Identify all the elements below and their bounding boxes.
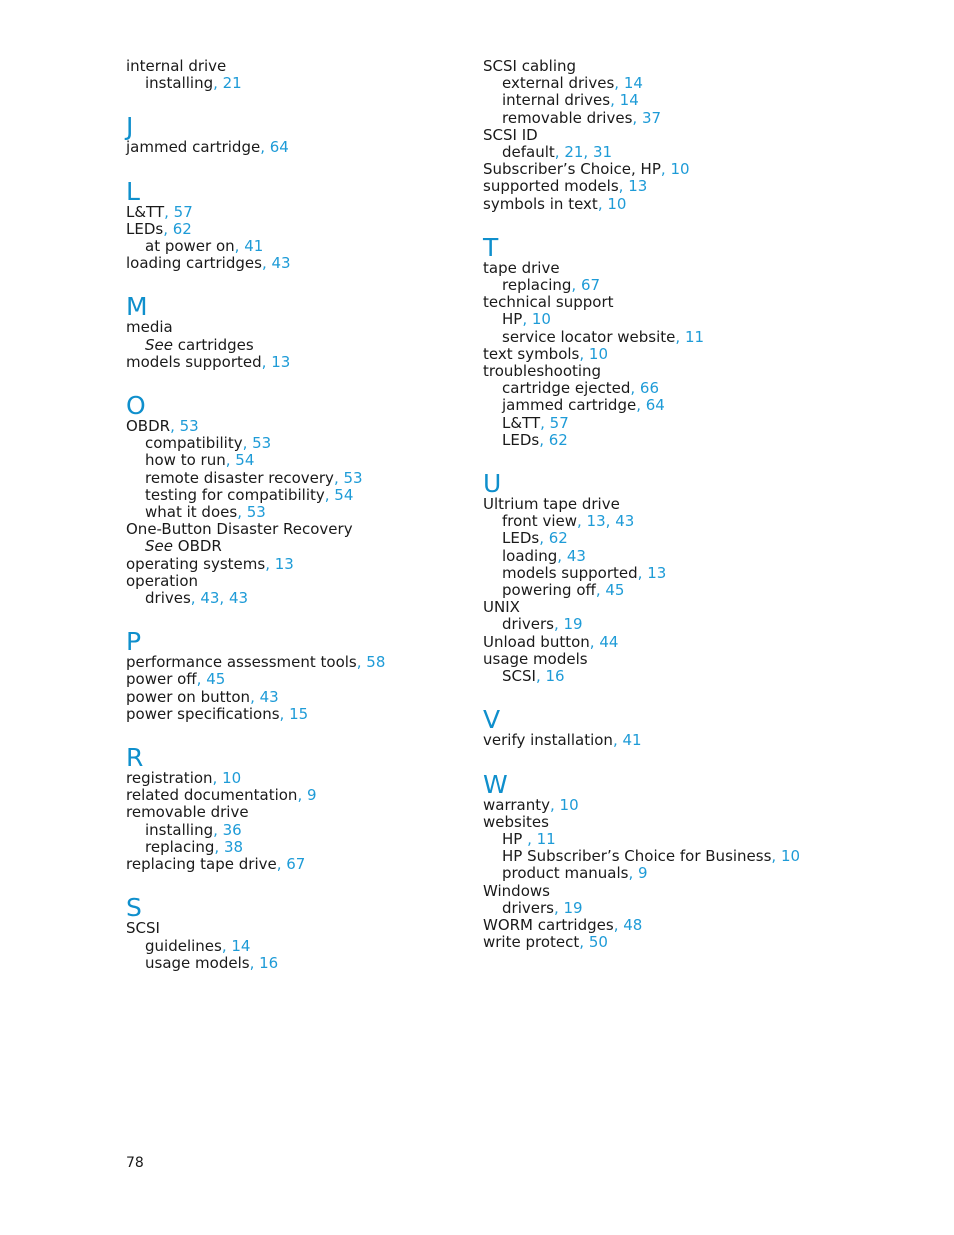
page-separator: , bbox=[540, 413, 550, 432]
index-subentry bbox=[483, 397, 823, 414]
index-section bbox=[126, 627, 466, 723]
entry-term: models supported bbox=[502, 563, 638, 582]
entry-term: L&TT bbox=[502, 413, 541, 432]
page-link[interactable]: 16 bbox=[259, 953, 279, 972]
page-link[interactable]: 41 bbox=[622, 731, 642, 750]
entry-term: loading bbox=[502, 546, 558, 565]
page-link[interactable]: 10 bbox=[780, 847, 801, 866]
entry-term: drivers bbox=[502, 615, 554, 634]
entry-term: text symbols bbox=[483, 344, 580, 363]
index-entry bbox=[126, 221, 466, 238]
page-link[interactable]: 19 bbox=[563, 898, 583, 917]
index-entry bbox=[483, 599, 823, 616]
page-separator: , bbox=[579, 344, 589, 363]
page-separator: , bbox=[589, 632, 600, 651]
index-entry bbox=[126, 689, 466, 706]
page-link[interactable]: 66 bbox=[639, 379, 660, 398]
page-separator: , bbox=[571, 276, 581, 295]
page-link[interactable]: 67 bbox=[286, 855, 306, 874]
page-separator: , bbox=[535, 667, 546, 686]
page-link[interactable]: 41 bbox=[244, 237, 264, 256]
page-separator: , bbox=[196, 670, 207, 689]
page-link[interactable]: 57 bbox=[549, 413, 569, 432]
index-subentry bbox=[483, 582, 823, 599]
entry-term: technical support bbox=[483, 293, 614, 312]
entry-term: internal drive bbox=[126, 57, 227, 75]
page-separator: , bbox=[234, 237, 245, 256]
entry-term: how to run bbox=[145, 451, 226, 470]
entry-term: LEDs bbox=[502, 430, 540, 449]
entry-term: drives bbox=[145, 589, 191, 608]
index-section bbox=[126, 743, 466, 874]
page-link[interactable]: 21 bbox=[222, 74, 242, 93]
index-subentry bbox=[483, 415, 823, 432]
index-section bbox=[483, 469, 823, 686]
page-link[interactable]: 19 bbox=[563, 615, 583, 634]
index-subentry bbox=[483, 616, 823, 633]
entry-term: HP bbox=[502, 310, 523, 329]
page-link[interactable]: 14 bbox=[231, 936, 251, 955]
page-separator: , bbox=[260, 138, 270, 157]
page-separator: , bbox=[539, 529, 549, 548]
entry-term: drivers bbox=[502, 898, 554, 917]
entry-term: installing bbox=[145, 74, 214, 93]
page-separator: , bbox=[250, 687, 260, 706]
index-subentry bbox=[126, 452, 466, 469]
page-separator: , bbox=[553, 615, 564, 634]
page-link[interactable]: 43 bbox=[566, 546, 586, 565]
index-entry bbox=[483, 178, 823, 195]
index-column-left bbox=[126, 58, 466, 995]
entry-term: supported models bbox=[483, 177, 619, 196]
page-separator: , bbox=[636, 396, 646, 415]
index-subentry bbox=[126, 538, 466, 555]
index-entry bbox=[126, 521, 466, 538]
section-letter-heading: J bbox=[126, 112, 134, 142]
index-entry bbox=[483, 814, 823, 831]
entry-term: cartridge ejected bbox=[502, 379, 631, 398]
page-link[interactable]: 36 bbox=[222, 820, 242, 839]
page-separator: , bbox=[219, 589, 229, 608]
index-entry bbox=[126, 920, 466, 937]
page-link[interactable]: 43 bbox=[259, 687, 279, 706]
index-subentry bbox=[483, 75, 823, 92]
entry-term: power off bbox=[126, 670, 197, 689]
page-link[interactable]: 53 bbox=[252, 434, 272, 453]
index-subentry bbox=[126, 590, 466, 607]
index-entry bbox=[483, 651, 823, 668]
page-separator: , bbox=[595, 581, 606, 600]
entry-term: cartridges bbox=[177, 335, 254, 354]
index-subentry bbox=[126, 504, 466, 521]
page-separator: , bbox=[630, 379, 640, 398]
page-separator: , bbox=[237, 503, 247, 522]
index-entry bbox=[126, 706, 466, 723]
page-separator: , bbox=[261, 352, 272, 371]
entry-term: product manuals bbox=[502, 864, 629, 883]
index-entry bbox=[126, 204, 466, 221]
page-link[interactable]: 54 bbox=[235, 451, 255, 470]
page-link[interactable]: 13 bbox=[647, 563, 667, 582]
page-separator: , bbox=[190, 589, 201, 608]
entry-term: operation bbox=[126, 571, 199, 590]
entry-term: troubleshooting bbox=[483, 362, 602, 381]
index-entry bbox=[126, 556, 466, 573]
entry-term: power on button bbox=[126, 687, 251, 706]
page-link[interactable]: 13 bbox=[628, 177, 648, 196]
page-link[interactable]: 43 bbox=[200, 589, 220, 608]
index-entry bbox=[126, 418, 466, 435]
entry-term: service locator website bbox=[502, 327, 676, 346]
entry-term: Ultrium tape drive bbox=[483, 495, 620, 514]
index-entry bbox=[126, 255, 466, 272]
index-entry bbox=[126, 787, 466, 804]
index-subentry bbox=[126, 435, 466, 452]
page-link[interactable]: 37 bbox=[641, 108, 662, 127]
entry-term: jammed cartridge bbox=[502, 396, 637, 415]
index-section bbox=[126, 176, 466, 273]
page-link[interactable]: 10 bbox=[559, 795, 579, 814]
see-reference-label: See bbox=[145, 537, 173, 556]
page-separator: , bbox=[170, 417, 180, 436]
index-entry bbox=[126, 354, 466, 371]
page-separator: , bbox=[527, 829, 537, 848]
entry-term: at power on bbox=[145, 237, 235, 256]
page-separator: , bbox=[628, 864, 638, 883]
page-link[interactable]: 57 bbox=[173, 202, 193, 221]
index-subentry bbox=[126, 938, 466, 955]
index-section bbox=[126, 893, 466, 972]
page-link[interactable]: 10 bbox=[588, 344, 608, 363]
entry-term: SCSI bbox=[502, 667, 536, 686]
page-separator: , bbox=[605, 512, 616, 531]
entry-term: usage models bbox=[483, 649, 588, 668]
page-separator: , bbox=[583, 143, 593, 162]
page-link[interactable]: 43 bbox=[228, 589, 249, 608]
index-subentry bbox=[126, 487, 466, 504]
index-entry bbox=[126, 654, 466, 671]
see-reference-label: See bbox=[145, 335, 173, 354]
entry-term: replacing bbox=[502, 276, 572, 295]
index-entry bbox=[483, 732, 823, 749]
page-separator: , bbox=[163, 219, 173, 238]
entry-term: HP Subscriber’s Choice for Business bbox=[502, 847, 772, 866]
index-entry bbox=[483, 634, 823, 651]
page-separator: , bbox=[324, 485, 335, 504]
index-subentry bbox=[483, 848, 823, 865]
page-link[interactable]: 31 bbox=[592, 143, 613, 162]
page-link[interactable]: 21 bbox=[564, 143, 584, 162]
section-letter-heading: U bbox=[483, 469, 502, 499]
index-entry bbox=[483, 294, 823, 311]
page-separator: , bbox=[577, 512, 587, 531]
page-link[interactable]: 11 bbox=[684, 327, 705, 346]
page-link[interactable]: 44 bbox=[599, 632, 619, 651]
index-entry bbox=[126, 319, 466, 336]
index-section bbox=[126, 292, 466, 371]
page-link[interactable]: 54 bbox=[334, 485, 354, 504]
index-entry bbox=[483, 260, 823, 277]
page-separator: , bbox=[225, 451, 236, 470]
entry-term: operating systems bbox=[126, 554, 266, 573]
index-entry bbox=[483, 917, 823, 934]
entry-term: internal drives bbox=[502, 91, 611, 110]
page-link[interactable]: 14 bbox=[619, 91, 639, 110]
entry-term: testing for compatibility bbox=[145, 485, 325, 504]
page-separator: , bbox=[554, 143, 565, 162]
entry-term: compatibility bbox=[145, 434, 243, 453]
index-entry bbox=[126, 804, 466, 821]
page-link[interactable]: 10 bbox=[670, 160, 690, 179]
entry-term: replacing bbox=[145, 837, 215, 856]
index-section bbox=[483, 769, 823, 952]
section-letter-heading: M bbox=[126, 292, 148, 322]
section-letter-heading: R bbox=[126, 743, 144, 773]
entry-term: One-Button Disaster Recovery bbox=[126, 520, 353, 539]
entry-term: removable drive bbox=[126, 803, 249, 822]
page-link[interactable]: 10 bbox=[531, 310, 551, 329]
entry-term: HP bbox=[502, 829, 528, 848]
page-link[interactable]: 13 bbox=[274, 554, 294, 573]
entry-term: LEDs bbox=[502, 529, 540, 548]
index-subentry bbox=[126, 75, 466, 92]
entry-term: loading cartridges bbox=[126, 254, 262, 273]
section-letter-heading: W bbox=[483, 769, 508, 799]
entry-term: Windows bbox=[483, 881, 550, 900]
page-link[interactable]: 53 bbox=[246, 503, 266, 522]
index-entry bbox=[126, 58, 466, 75]
index-section bbox=[483, 58, 823, 213]
page-link[interactable]: 53 bbox=[179, 417, 199, 436]
page-link[interactable]: 43 bbox=[615, 512, 635, 531]
page-separator: , bbox=[333, 468, 344, 487]
entry-term: verify installation bbox=[483, 731, 613, 750]
entry-term: models supported bbox=[126, 352, 262, 371]
index-subentry bbox=[483, 311, 823, 328]
index-subentry bbox=[126, 822, 466, 839]
page-link[interactable]: 13 bbox=[586, 512, 606, 531]
entry-term: removable drives bbox=[502, 108, 633, 127]
page-separator: , bbox=[539, 430, 549, 449]
page-separator: , bbox=[297, 786, 307, 805]
index-entry bbox=[483, 346, 823, 363]
index-entry bbox=[126, 139, 466, 156]
index-subentry bbox=[483, 865, 823, 882]
page-link[interactable]: 53 bbox=[343, 468, 363, 487]
index-subentry bbox=[126, 337, 466, 354]
index-section bbox=[126, 391, 466, 608]
page-link[interactable]: 15 bbox=[289, 704, 309, 723]
section-letter-heading: V bbox=[483, 705, 501, 735]
entry-term: symbols in text bbox=[483, 194, 598, 213]
entry-term: front view bbox=[502, 512, 577, 531]
entry-term: related documentation bbox=[126, 786, 298, 805]
section-letter-heading: S bbox=[126, 893, 142, 923]
index-subentry bbox=[126, 839, 466, 856]
index-subentry bbox=[483, 668, 823, 685]
page-separator: , bbox=[614, 74, 624, 93]
entry-term: powering off bbox=[502, 581, 596, 600]
page-link[interactable]: 14 bbox=[623, 74, 643, 93]
index-subentry bbox=[483, 92, 823, 109]
page-link[interactable]: 64 bbox=[269, 138, 289, 157]
page-link[interactable]: 50 bbox=[588, 933, 608, 952]
index-entry bbox=[483, 161, 823, 178]
page-link[interactable]: 9 bbox=[638, 864, 648, 883]
page-link[interactable]: 43 bbox=[271, 254, 291, 273]
index-entry bbox=[483, 363, 823, 380]
page-separator: , bbox=[637, 563, 648, 582]
index-subentry bbox=[483, 329, 823, 346]
page-link[interactable]: 10 bbox=[222, 769, 242, 788]
index-subentry bbox=[126, 238, 466, 255]
index-subentry bbox=[126, 470, 466, 487]
index-column-right bbox=[483, 58, 823, 974]
page-separator: , bbox=[213, 74, 223, 93]
index-subentry bbox=[483, 144, 823, 161]
page-separator: , bbox=[213, 820, 223, 839]
page-link[interactable]: 45 bbox=[605, 581, 625, 600]
page-separator: , bbox=[613, 915, 624, 934]
index-subentry bbox=[483, 513, 823, 530]
page-link[interactable]: 62 bbox=[548, 430, 568, 449]
page-separator: , bbox=[356, 653, 367, 672]
index-entry bbox=[126, 573, 466, 590]
entry-term: remote disaster recovery bbox=[145, 468, 334, 487]
entry-term: power specifications bbox=[126, 704, 280, 723]
index-section bbox=[126, 58, 466, 92]
section-letter-heading: P bbox=[126, 627, 142, 657]
entry-term: installing bbox=[145, 820, 214, 839]
page-separator: , bbox=[579, 933, 589, 952]
entry-term: warranty bbox=[483, 795, 550, 814]
page-link[interactable]: 11 bbox=[536, 829, 556, 848]
entry-term: usage models bbox=[145, 953, 250, 972]
page-separator: , bbox=[212, 769, 223, 788]
index-subentry bbox=[483, 530, 823, 547]
page-separator: , bbox=[276, 855, 287, 874]
page-separator: , bbox=[279, 704, 290, 723]
index-section bbox=[483, 232, 823, 449]
page-separator: , bbox=[164, 202, 174, 221]
entry-term: what it does bbox=[145, 503, 238, 522]
entry-term: L&TT bbox=[126, 202, 165, 221]
index-section bbox=[483, 705, 823, 750]
page-separator: , bbox=[632, 108, 642, 127]
entry-term: external drives bbox=[502, 74, 615, 93]
entry-term: SCSI cabling bbox=[483, 57, 577, 75]
section-letter-heading: T bbox=[483, 232, 499, 262]
entry-term: media bbox=[126, 318, 173, 337]
entry-term: SCSI ID bbox=[483, 125, 538, 144]
page-separator: , bbox=[557, 546, 567, 565]
index-section bbox=[126, 112, 466, 157]
index-entry bbox=[126, 671, 466, 688]
page-separator: , bbox=[214, 837, 224, 856]
index-subentry bbox=[483, 548, 823, 565]
page-link[interactable]: 64 bbox=[645, 396, 665, 415]
page-separator: , bbox=[221, 936, 232, 955]
page-separator: , bbox=[675, 327, 685, 346]
entry-term: WORM cartridges bbox=[483, 915, 614, 934]
index-entry bbox=[126, 770, 466, 787]
index-subentry bbox=[483, 277, 823, 294]
page-link[interactable]: 10 bbox=[607, 194, 627, 213]
entry-term: performance assessment tools bbox=[126, 653, 357, 672]
entry-term: OBDR bbox=[177, 537, 222, 556]
section-letter-heading: O bbox=[126, 391, 146, 421]
index-subentry bbox=[483, 831, 823, 848]
page-link[interactable]: 9 bbox=[306, 786, 317, 805]
entry-term: tape drive bbox=[483, 258, 560, 277]
entry-term: OBDR bbox=[126, 417, 171, 436]
entry-term: guidelines bbox=[145, 936, 222, 955]
index-subentry bbox=[483, 110, 823, 127]
section-letter-heading: L bbox=[126, 176, 140, 206]
page-separator: , bbox=[242, 434, 253, 453]
page-separator: , bbox=[265, 554, 275, 573]
page-link[interactable]: 16 bbox=[545, 667, 565, 686]
entry-term: default bbox=[502, 143, 555, 162]
page-separator: , bbox=[618, 177, 629, 196]
index-entry bbox=[483, 58, 823, 75]
page-link[interactable]: 45 bbox=[206, 670, 226, 689]
page-link[interactable]: 48 bbox=[623, 915, 643, 934]
index-subentry bbox=[483, 900, 823, 917]
index-subentry bbox=[483, 380, 823, 397]
index-entry bbox=[483, 883, 823, 900]
page-number: 78 bbox=[126, 1155, 144, 1171]
entry-term: registration bbox=[126, 769, 213, 788]
index-subentry bbox=[483, 432, 823, 449]
entry-term: websites bbox=[483, 812, 549, 831]
page-link[interactable]: 58 bbox=[366, 653, 386, 672]
page-separator: , bbox=[597, 194, 608, 213]
page-link[interactable]: 67 bbox=[580, 276, 601, 295]
index-entry bbox=[483, 127, 823, 144]
page-link[interactable]: 13 bbox=[271, 352, 291, 371]
page-separator: , bbox=[660, 160, 671, 179]
entry-term: jammed cartridge bbox=[126, 138, 261, 157]
entry-term: UNIX bbox=[483, 598, 520, 617]
entry-term: Subscriber’s Choice, HP bbox=[483, 160, 661, 179]
page-link[interactable]: 38 bbox=[223, 837, 244, 856]
entry-term: Unload button bbox=[483, 632, 590, 651]
index-entry bbox=[483, 934, 823, 951]
index-entry bbox=[483, 797, 823, 814]
index-subentry bbox=[126, 955, 466, 972]
entry-term: write protect bbox=[483, 933, 580, 952]
page-separator: , bbox=[771, 847, 781, 866]
entry-term: SCSI bbox=[126, 919, 160, 938]
entry-term: LEDs bbox=[126, 219, 164, 238]
page-separator: , bbox=[249, 953, 260, 972]
page-separator: , bbox=[553, 898, 564, 917]
index-subentry bbox=[483, 565, 823, 582]
page-separator: , bbox=[612, 731, 623, 750]
entry-term: replacing tape drive bbox=[126, 855, 277, 874]
page-separator: , bbox=[550, 795, 560, 814]
page-link[interactable]: 62 bbox=[548, 529, 568, 548]
index-entry bbox=[126, 856, 466, 873]
page-separator: , bbox=[261, 254, 272, 273]
index-entry bbox=[483, 196, 823, 213]
page-separator: , bbox=[522, 310, 532, 329]
page-link[interactable]: 62 bbox=[172, 219, 192, 238]
page-separator: , bbox=[610, 91, 620, 110]
index-entry bbox=[483, 496, 823, 513]
